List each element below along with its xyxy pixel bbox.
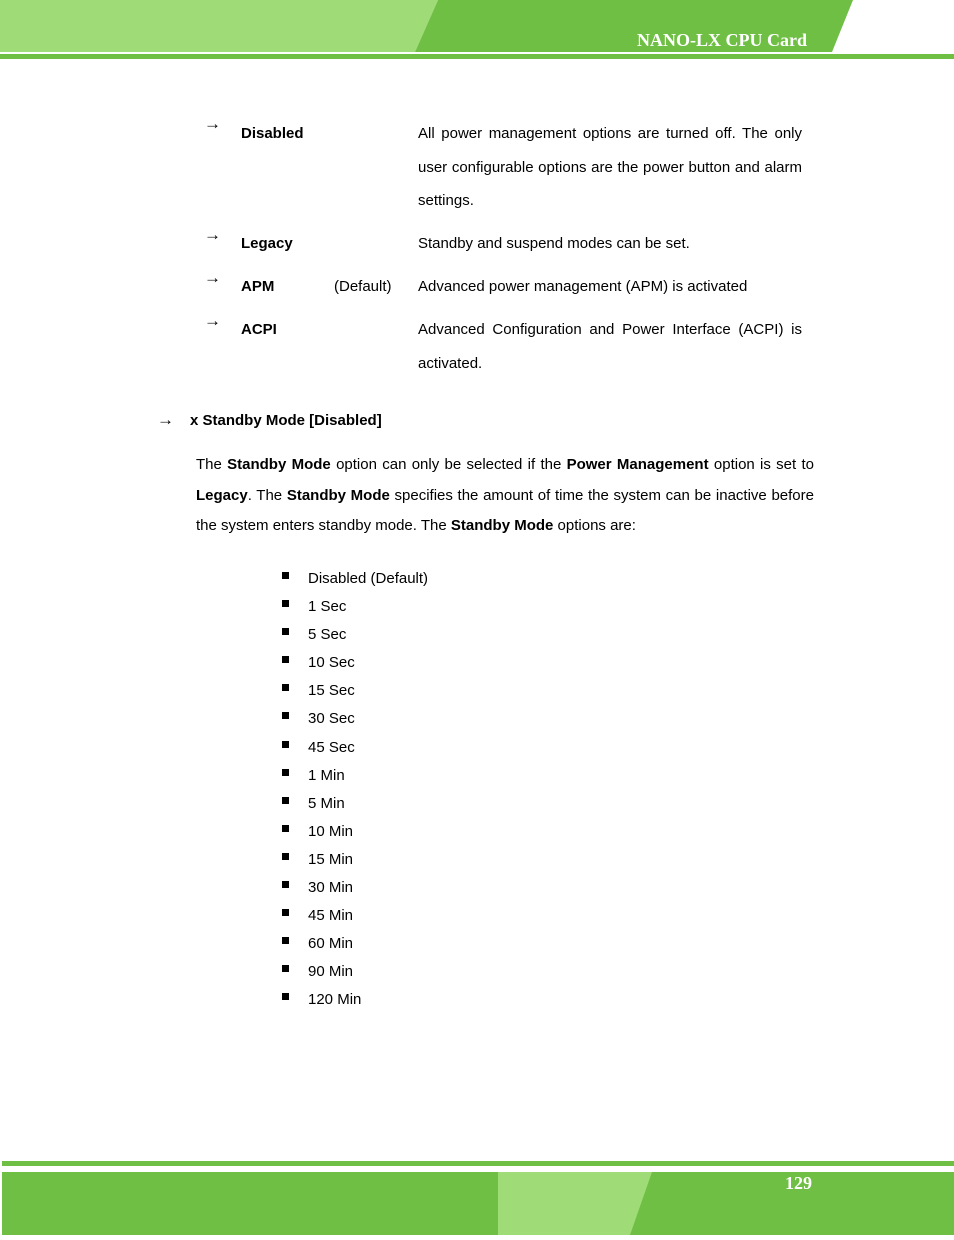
option-name-apm: APM (241, 278, 275, 295)
square-bullet-icon (282, 741, 289, 748)
arrow-icon: → (157, 410, 174, 429)
square-bullet-icon (282, 825, 289, 832)
square-bullet-icon (282, 769, 289, 776)
arrow-icon: → (204, 114, 221, 133)
option-name-disabled: Disabled (241, 125, 304, 142)
option-description-apm: Advanced power management (APM) is activated (418, 278, 748, 295)
square-bullet-icon (282, 993, 289, 1000)
arrow-icon: → (204, 268, 221, 287)
footer-banner (0, 1158, 954, 1235)
square-bullet-icon (282, 600, 289, 607)
square-bullet-icon (282, 628, 289, 635)
section-paragraph: The Standby Mode option can only be selected if the Power Management option is set to Legacy. The Standby Mode specifies the amount of time the system can be inactive before the system enters standby mode. The Standby Mode options are: (196, 456, 814, 534)
square-bullet-icon (282, 965, 289, 972)
square-bullet-icon (282, 909, 289, 916)
page-number: 129 (785, 1173, 812, 1193)
arrow-icon: → (204, 225, 221, 244)
page-header (0, 0, 954, 60)
square-bullet-icon (282, 656, 289, 663)
document-title: NANO-LX CPU Card (637, 30, 807, 50)
option-description-acpi: Advanced Configuration and Power Interface (ACPI) is activated. (418, 321, 802, 372)
square-bullet-icon (282, 853, 289, 860)
option-description-disabled: All power management options are turned off. The only user configurable options are the power button and alarm settings. (418, 125, 802, 209)
section-title: x Standby Mode [Disabled] (190, 412, 382, 429)
option-name-legacy: Legacy (241, 235, 293, 252)
square-bullet-icon (282, 881, 289, 888)
square-bullet-icon (282, 797, 289, 804)
square-bullet-icon (282, 937, 289, 944)
square-bullet-icon (282, 572, 289, 579)
header-banner (0, 0, 954, 60)
square-bullet-icon (282, 684, 289, 691)
option-name-acpi: ACPI (241, 321, 277, 338)
option-default-label: (Default) (334, 278, 392, 295)
square-bullet-icon (282, 712, 289, 719)
page-footer (0, 1158, 954, 1235)
arrow-icon: → (204, 311, 221, 330)
option-description-legacy: Standby and suspend modes can be set. (418, 235, 690, 252)
